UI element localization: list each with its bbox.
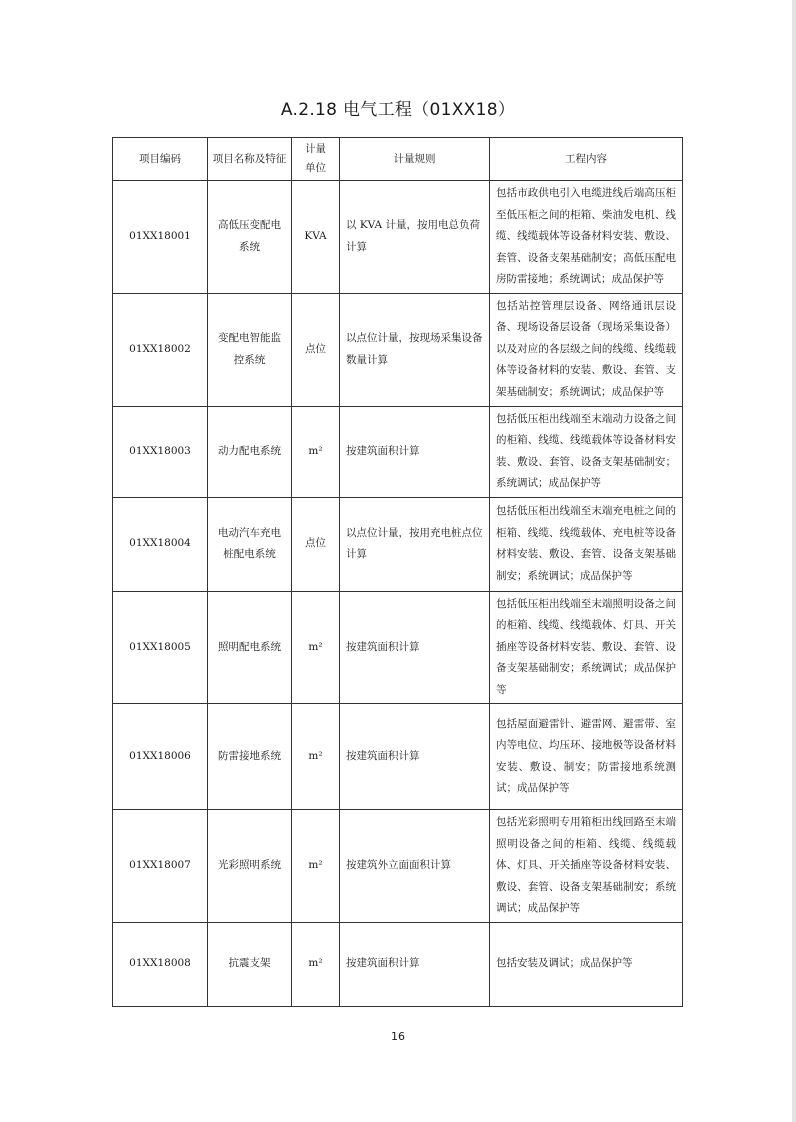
- item-unit: m²: [292, 591, 340, 704]
- item-code: 01XX18008: [113, 922, 208, 1006]
- item-unit: KVA: [292, 181, 340, 294]
- item-rule: 按建筑面积计算: [340, 704, 490, 810]
- item-code: 01XX18003: [113, 406, 208, 497]
- table-row: [113, 922, 683, 1006]
- item-rule: 按建筑面积计算: [340, 922, 490, 1006]
- item-code: 01XX18005: [113, 591, 208, 704]
- item-name: 变配电智能监控系统: [208, 293, 292, 406]
- item-content: 包括低压柜出线端至末端照明设备之间的柜箱、线缆、线缆载体、灯具、开关插座等设备材料安装、敷设、套管、设备支架基础制安；系统调试；成品保护等: [490, 591, 683, 704]
- item-content: 包括站控管理层设备、网络通讯层设备、现场设备层设备（现场采集设备）以及对应的各层级之间的线缆、线缆载体等设备材料的安装、敷设、套管、支架基础制安；系统调试；成品保护等: [490, 293, 683, 406]
- item-name: 高低压变配电系统: [208, 181, 292, 294]
- header-name: 项目名称及特征: [208, 138, 292, 181]
- item-content: 包括低压柜出线端至末端动力设备之间的柜箱、线缆、线缆载体等设备材料安装、敷设、套管、设备支架基础制安；系统调试；成品保护等: [490, 406, 683, 497]
- item-rule: 以 KVA 计量，按用电总负荷计算: [340, 181, 490, 294]
- item-code: 01XX18006: [113, 704, 208, 810]
- header-content: 工程内容: [490, 138, 683, 181]
- table-header-row: [113, 138, 683, 181]
- item-unit: m²: [292, 704, 340, 810]
- item-name: 防雷接地系统: [208, 704, 292, 810]
- header-code: 项目编码: [113, 138, 208, 181]
- item-content: 包括屋面避雷针、避雷网、避雷带、室内等电位、均压环、接地极等设备材料安装、敷设、制安；防雷接地系统测试；成品保护等: [490, 704, 683, 810]
- item-rule: 按建筑外立面面积计算: [340, 810, 490, 923]
- table-row: [113, 406, 683, 497]
- page-edge: [792, 0, 796, 1122]
- table-row: [113, 497, 683, 591]
- item-name: 抗震支架: [208, 922, 292, 1006]
- item-unit: m²: [292, 406, 340, 497]
- item-rule: 以点位计量，按用充电桩点位计算: [340, 497, 490, 591]
- item-unit: 点位: [292, 293, 340, 406]
- item-rule: 按建筑面积计算: [340, 406, 490, 497]
- item-name: 动力配电系统: [208, 406, 292, 497]
- item-code: 01XX18001: [113, 181, 208, 294]
- quantity-rules-table: [112, 137, 683, 1007]
- item-content: 包括市政供电引入电缆进线后端高压柜至低压柜之间的柜箱、柴油发电机、线缆、线缆载体等设备材料安装、敷设、套管、设备支架基础制安；高低压配电房防雷接地；系统调试；成品保护等: [490, 181, 683, 294]
- header-rule: 计量规则: [340, 138, 490, 181]
- item-name: 照明配电系统: [208, 591, 292, 704]
- item-code: 01XX18002: [113, 293, 208, 406]
- item-unit: 点位: [292, 497, 340, 591]
- table-row: [113, 181, 683, 294]
- item-rule: 按建筑面积计算: [340, 591, 490, 704]
- table-row: [113, 591, 683, 704]
- table-row: [113, 704, 683, 810]
- item-content: 包括光彩照明专用箱柜出线回路至末端照明设备之间的柜箱、线缆、线缆载体、灯具、开关插座等设备材料安装、敷设、套管、设备支架基础制安；系统调试；成品保护等: [490, 810, 683, 923]
- item-content: 包括安装及调试；成品保护等: [490, 922, 683, 1006]
- item-code: 01XX18007: [113, 810, 208, 923]
- table-row: [113, 810, 683, 923]
- item-unit: m²: [292, 922, 340, 1006]
- page-number: 16: [391, 1030, 405, 1043]
- page-title: A.2.18 电气工程（01XX18）: [280, 100, 516, 120]
- item-unit: m²: [292, 810, 340, 923]
- table-row: [113, 293, 683, 406]
- item-content: 包括低压柜出线端至末端充电桩之间的柜箱、线缆、线缆载体、充电桩等设备材料安装、敷设、套管、设备支架基础制安；系统调试；成品保护等: [490, 497, 683, 591]
- item-name: 电动汽车充电桩配电系统: [208, 497, 292, 591]
- header-unit: 计量单位: [292, 138, 340, 181]
- item-rule: 以点位计量，按现场采集设备数量计算: [340, 293, 490, 406]
- item-name: 光彩照明系统: [208, 810, 292, 923]
- item-code: 01XX18004: [113, 497, 208, 591]
